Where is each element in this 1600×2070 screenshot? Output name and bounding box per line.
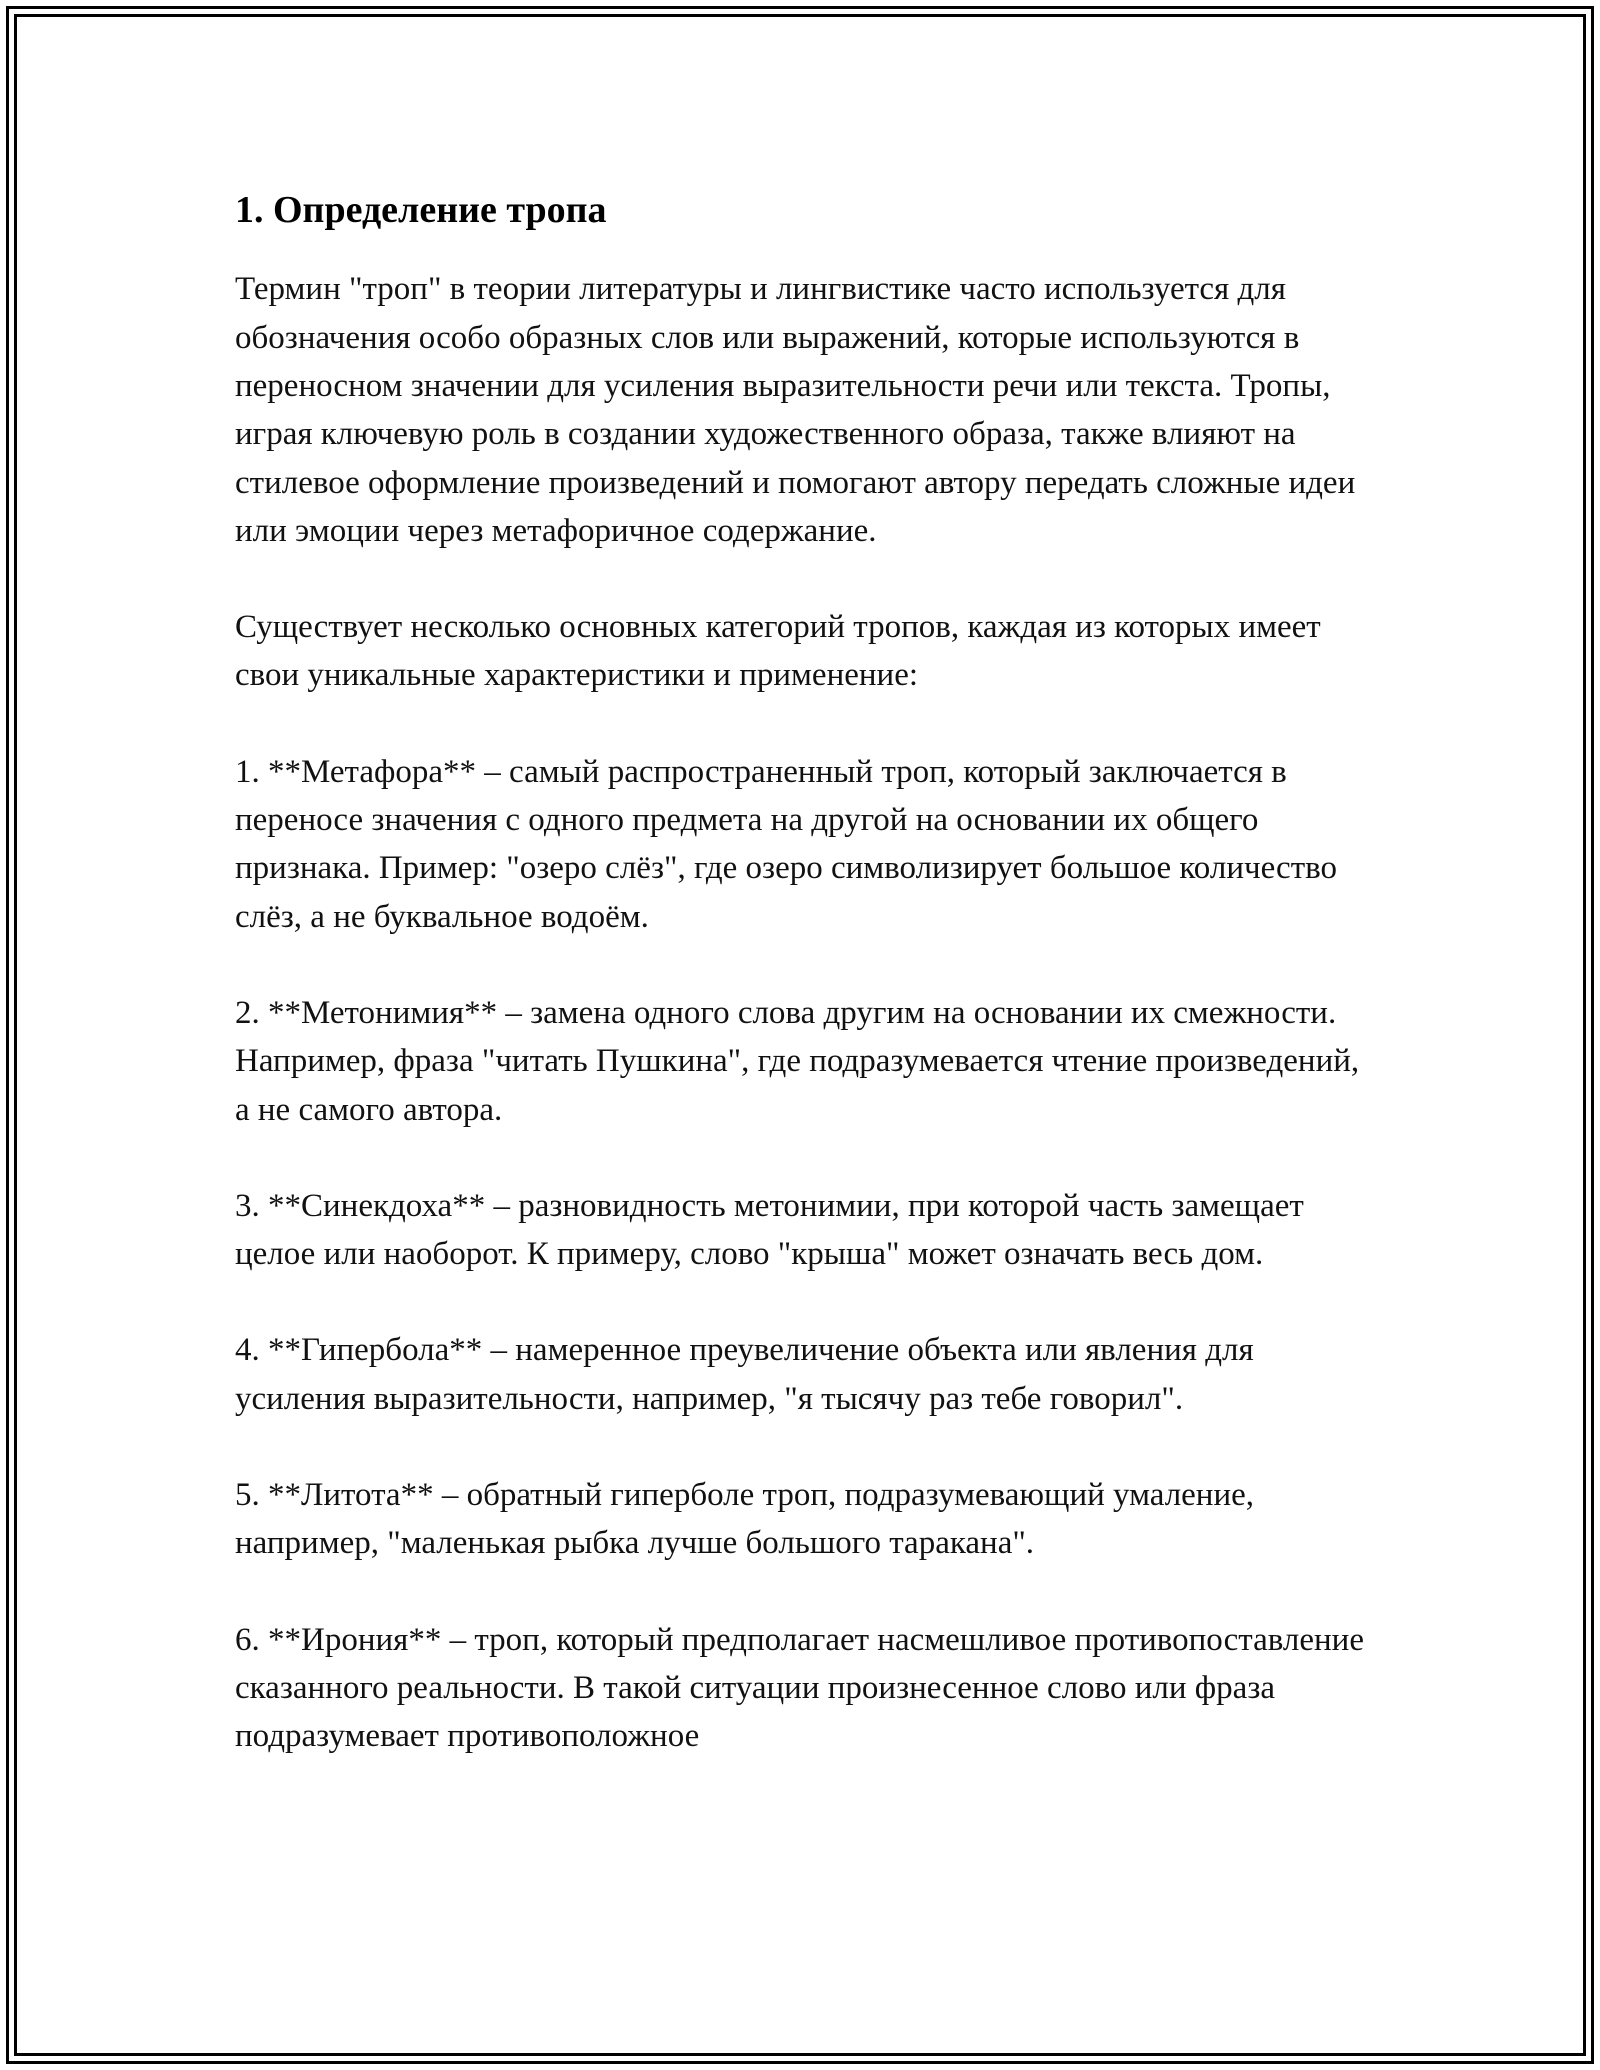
synecdoche-paragraph: 3. **Синекдоха** – разновидность метонимии, при которой часть замещает целое или наоборот. К примеру, слово "крыша" может означать весь дом.: [235, 1187, 1304, 1273]
hyperbole-paragraph: 4. **Гипербола** – намеренное преувеличение объекта или явления для усиления выразительности, например, "я тысячу раз тебе говорил".: [235, 1332, 1254, 1417]
metaphor-paragraph: 1. **Метафора** – самый распространенный троп, который заключается в переносе значения с одного предмета на другой на основании их общего признака. Пример: "озеро слёз", где озеро символизирует большое количество слёз, а не буквальное водоём.: [235, 753, 1337, 935]
metonymy-paragraph: 2. **Метонимия** – замена одного слова другим на основании их смежности. Например, фраза "читать Пушкина", где подразумевается чтение произведений, а не самого автора.: [235, 994, 1360, 1128]
categories-intro-paragraph: Существует несколько основных категорий тропов, каждая из которых имеет свои уникальные характеристики и применение:: [235, 609, 1321, 694]
section-heading: 1. Определение тропа: [235, 189, 607, 231]
litotes-paragraph: 5. **Литота** – обратный гиперболе троп, подразумевающий умаление, например, "маленькая рыбка лучше большого таракана".: [235, 1477, 1255, 1562]
page-content: [235, 186, 1365, 1761]
intro-paragraph: Термин "троп" в теории литературы и лингвистике часто используется для обозначения особо образных слов или выражений, которые используются в переносном значении для усиления выразительности речи или текста. Тропы, играя ключевую роль в создании художественного образа, также влияют на стилевое оформление произведений и помогают автору передать сложные идеи или эмоции через метафоричное содержание.: [235, 271, 1356, 549]
irony-paragraph: 6. **Ирония** – троп, который предполагает насмешливое противопоставление сказанного реальности. В такой ситуации произнесенное слово или фраза подразумевает противоположное: [235, 1621, 1364, 1755]
